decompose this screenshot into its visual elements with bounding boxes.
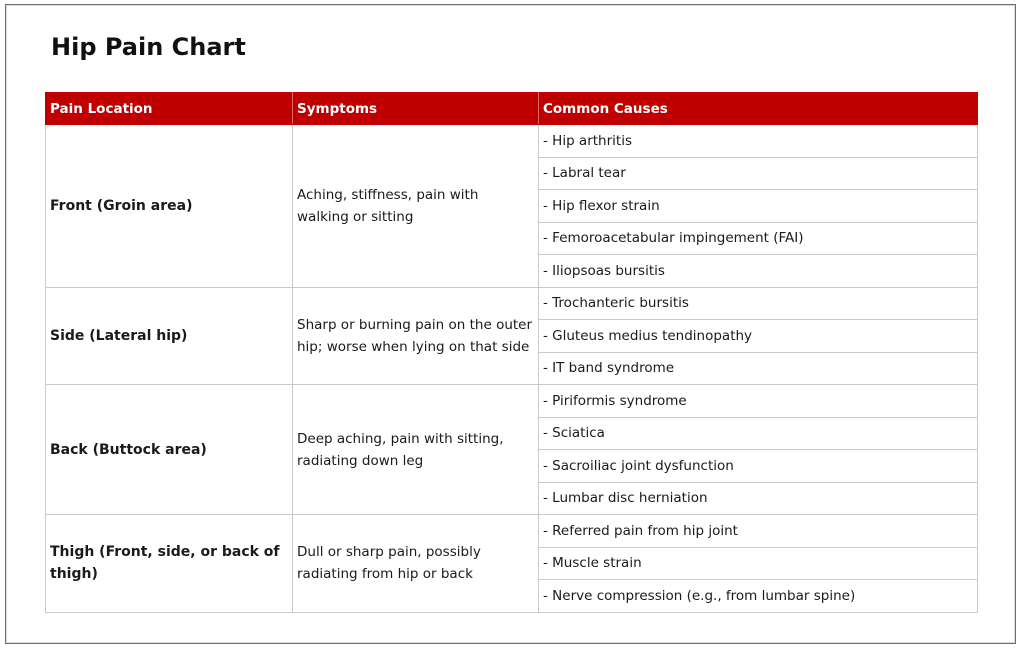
cause-cell: - Sciatica: [539, 417, 978, 450]
hip-pain-table: [45, 92, 978, 613]
cause-cell: - IT band syndrome: [539, 352, 978, 385]
header-row: [46, 93, 978, 125]
header-common-causes: Common Causes: [539, 93, 978, 125]
cause-cell: - Sacroiliac joint dysfunction: [539, 450, 978, 483]
header-pain-location: Pain Location: [46, 93, 293, 125]
table-header: [46, 93, 978, 125]
cause-cell: - Piriformis syndrome: [539, 385, 978, 418]
header-symptoms: Symptoms: [293, 93, 539, 125]
cause-cell: - Muscle strain: [539, 547, 978, 580]
table-body: [46, 125, 978, 613]
pain-location-cell: Front (Groin area): [46, 125, 293, 288]
table-row: [46, 125, 978, 158]
cause-cell: - Gluteus medius tendinopathy: [539, 320, 978, 353]
cause-cell: - Labral tear: [539, 157, 978, 190]
cause-cell: - Referred pain from hip joint: [539, 515, 978, 548]
symptoms-cell: Dull or sharp pain, possibly radiating from hip or back: [293, 515, 539, 613]
cause-cell: - Femoroacetabular impingement (FAI): [539, 222, 978, 255]
page-title: Hip Pain Chart: [51, 33, 246, 61]
cause-cell: - Trochanteric bursitis: [539, 287, 978, 320]
symptoms-cell: Sharp or burning pain on the outer hip; worse when lying on that side: [293, 287, 539, 385]
pain-location-cell: Side (Lateral hip): [46, 287, 293, 385]
table-row: [46, 287, 978, 320]
pain-location-cell: Thigh (Front, side, or back of thigh): [46, 515, 293, 613]
table-row: [46, 515, 978, 548]
cause-cell: - Hip arthritis: [539, 125, 978, 158]
symptoms-cell: Deep aching, pain with sitting, radiating down leg: [293, 385, 539, 515]
cause-cell: - Hip flexor strain: [539, 190, 978, 223]
symptoms-cell: Aching, stiffness, pain with walking or sitting: [293, 125, 539, 288]
pain-location-cell: Back (Buttock area): [46, 385, 293, 515]
cause-cell: - Iliopsoas bursitis: [539, 255, 978, 288]
cause-cell: - Nerve compression (e.g., from lumbar spine): [539, 580, 978, 613]
table-row: [46, 385, 978, 418]
cause-cell: - Lumbar disc herniation: [539, 482, 978, 515]
